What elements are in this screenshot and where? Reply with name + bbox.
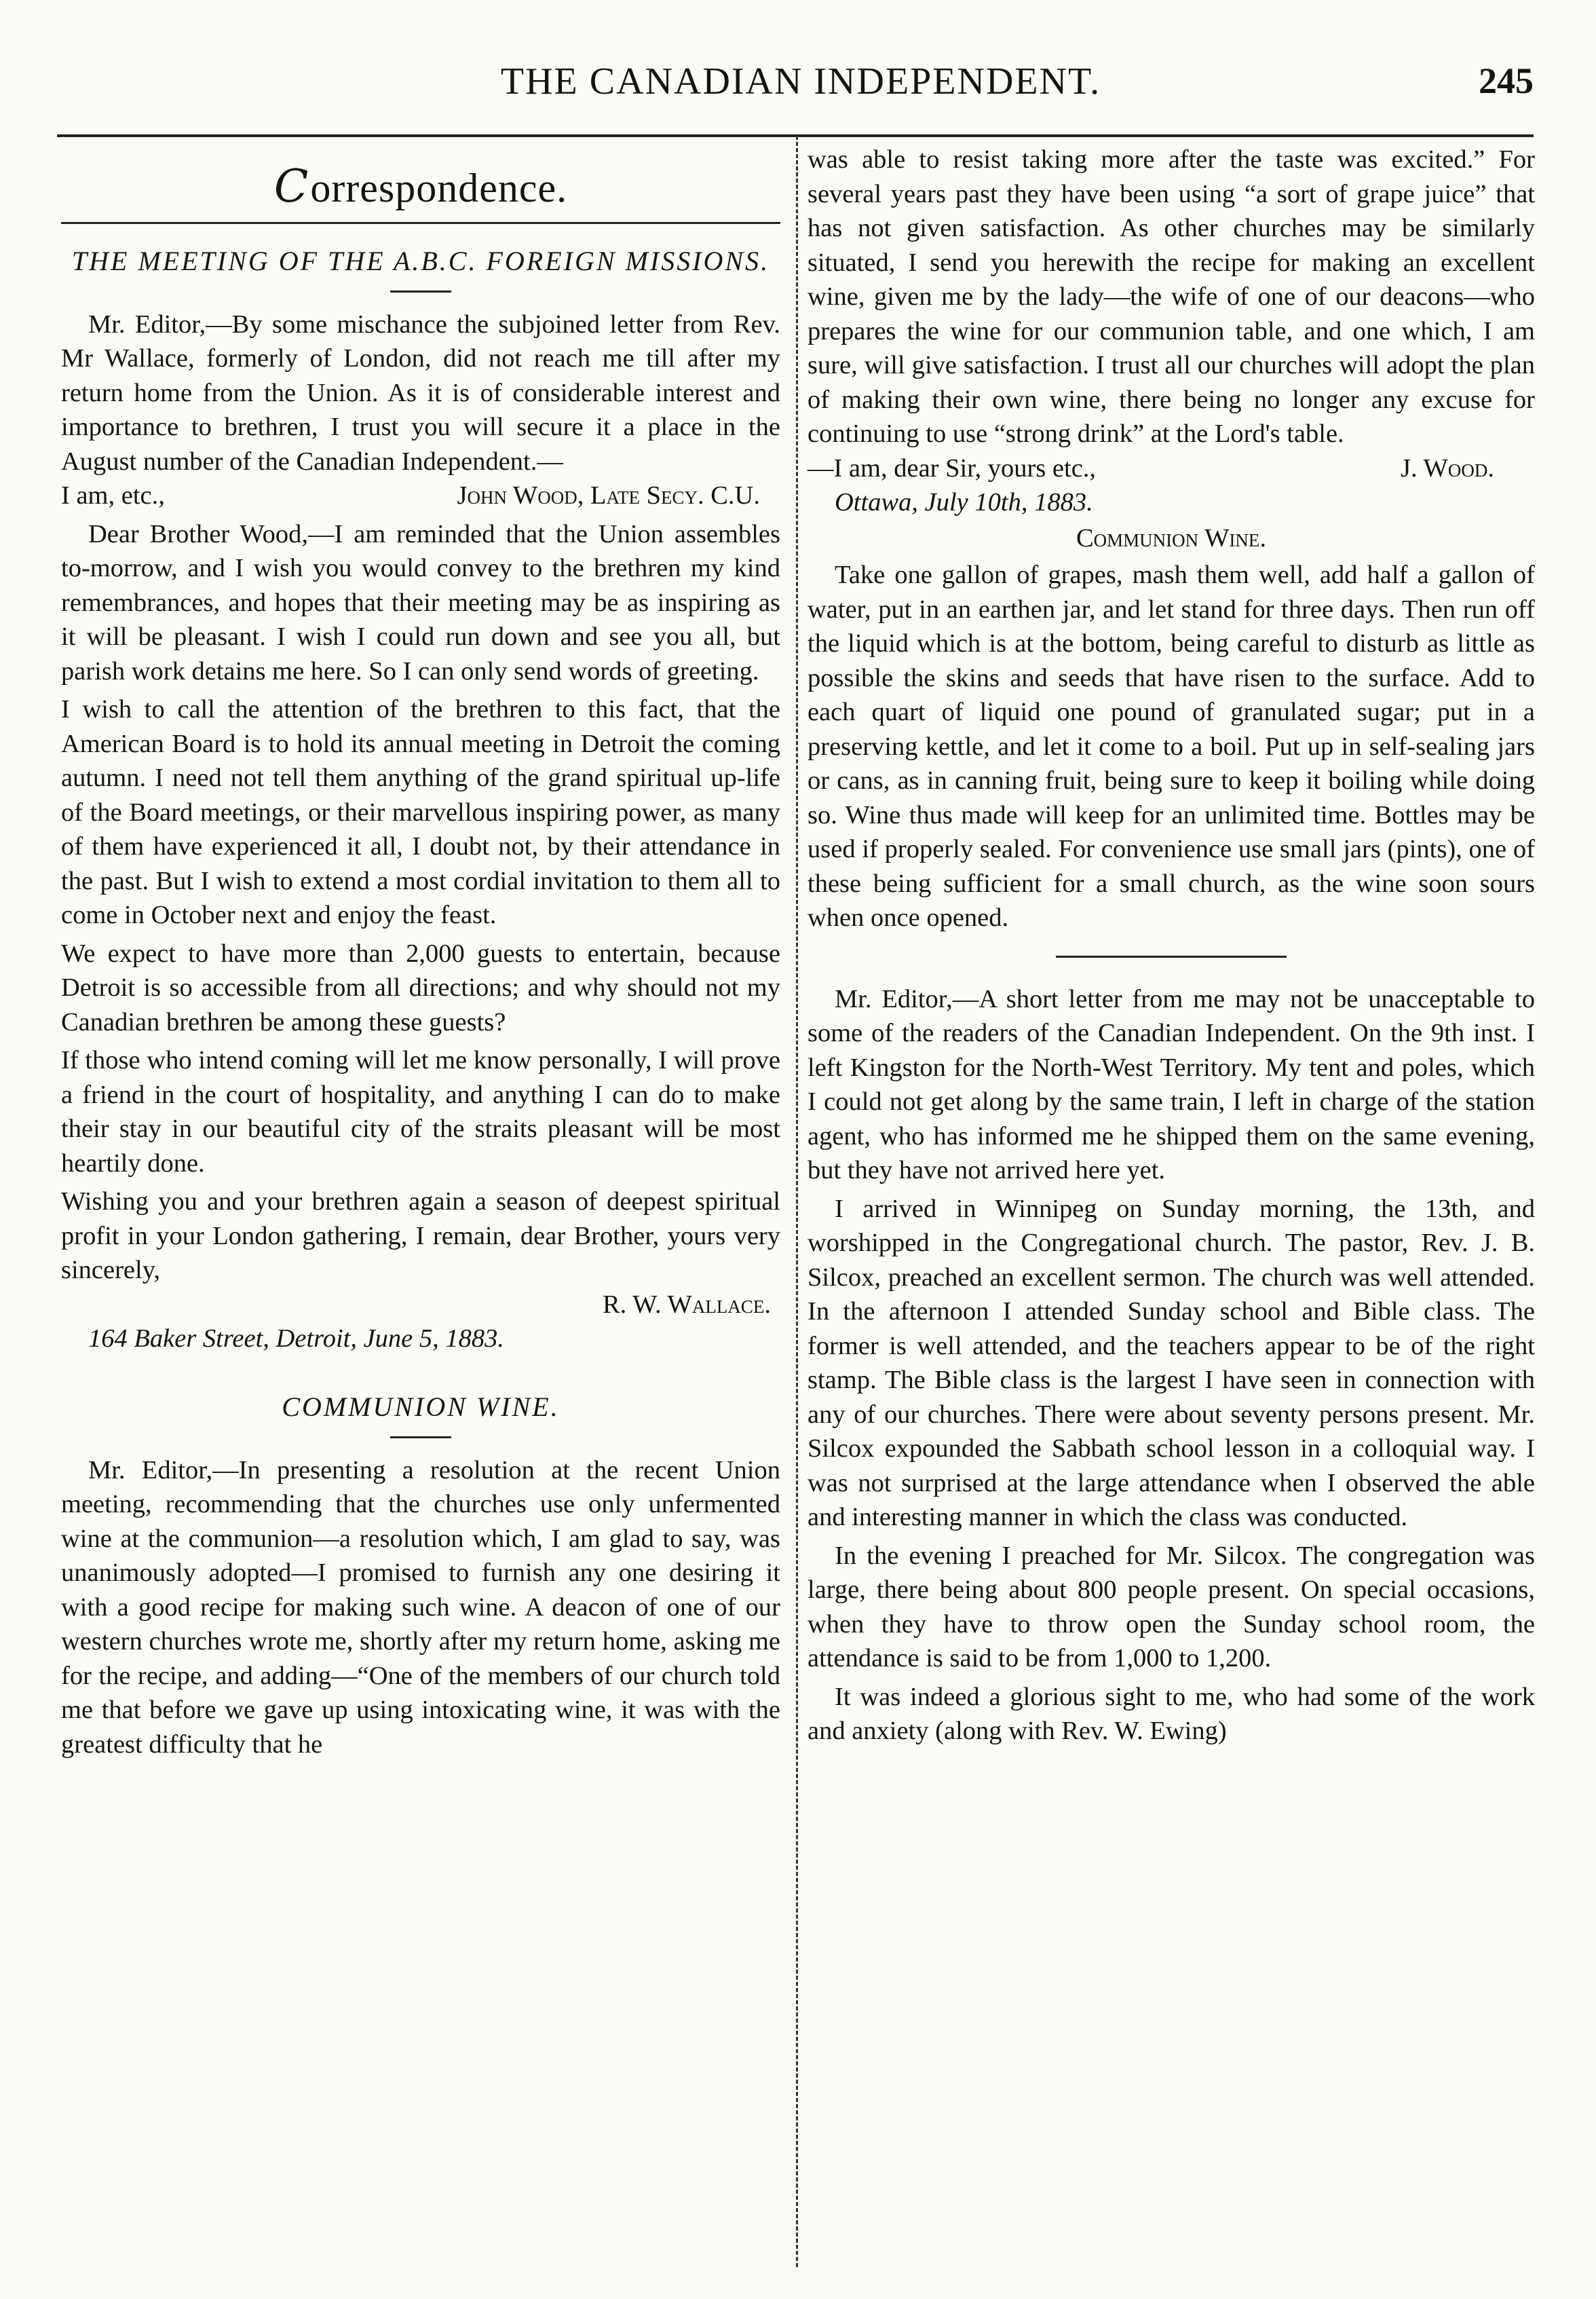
page-number: 245 — [1479, 60, 1534, 101]
section-title — [61, 160, 780, 212]
article-paragraph: Mr. Editor,—In presenting a resolution at the recent Union meeting, recommending that the churches use only unfermented wine at the communion—a resolution which, I am glad to say, was unanimously adopted—I promised to furnish any one desiring it with a good recipe for making such wine. A deacon of one of our western churches wrote me, shortly after my return home, asking me for the recipe, and adding—“One of the members of our church told me that before we gave up using intoxicating wine, it was with the greatest difficulty that he — [61, 1455, 780, 1759]
section-title-text: orrespondence. — [310, 166, 568, 210]
section-rule — [61, 222, 780, 224]
header-rule — [57, 134, 1534, 137]
article-paragraph: was able to resist taking more after the taste was excited.” For several years past they have been using “a sort of grape juice” that has not given satisfaction. As other churches may be similarly situated, I send you herewith the recipe for making an excellent wine, given me by the lady—the wife of one of our deacons—who prepares the wine for our communion table, and one which, I am sure, will give satisfaction. I trust all our churches will adopt the plan of making their own wine, there being no longer any excuse for continuing to use “strong drink” at the Lord's table. — [808, 145, 1535, 448]
recipe-title: Communion Wine. — [1076, 523, 1267, 553]
section-rule — [1056, 956, 1287, 958]
letter-paragraph: In the evening I preached for Mr. Silcox. The congregation was large, there being about 800 people present. On special occasions, when they have to throw open the Sunday school room, the attendance is said to be from 1,000 to 1,200. — [808, 1541, 1535, 1672]
signoff-right: J. Wood. — [1401, 453, 1494, 483]
letter-paragraph: Dear Brother Wood,—I am reminded that the Union assembles to-morrow, and I wish you would convey to the brethren my kind remembrances, and hopes that their meeting may be as inspiring as it will be pleasant. I wish I could run down and see you all, but parish work detains me here. So I can only send words of greeting. — [61, 519, 780, 686]
signoff-left: I am, etc., — [61, 481, 165, 510]
dateline: Ottawa, July 10th, 1883. — [835, 488, 1093, 517]
column-divider — [796, 136, 798, 2267]
section-dropcap: C — [273, 160, 309, 212]
letter-paragraph: We expect to have more than 2,000 guests to entertain, because Detroit is so accessible from all directions; and why should not my Canadian brethren be among these guests? — [61, 939, 780, 1036]
left-column — [61, 143, 780, 1761]
signature: R. W. Wallace. — [602, 1290, 771, 1319]
letter-paragraph: I arrived in Winnipeg on Sunday morning, the 13th, and worshipped in the Congregational church. The pastor, Rev. J. B. Silcox, preached an excellent sermon. The church was well attended. In the afternoon I attended Sunday school and Bible class. The former is well attended, and the teachers appear to be of the right stamp. The Bible class is the largest I have seen in connection with any of our churches. There were about seventy persons present. Mr. Silcox expounded the Sabbath school lesson in a colloquial way. I was not surprised at the large attendance when I observed the able and interesting manner in which the class was conducted. — [808, 1194, 1535, 1531]
dateline: 164 Baker Street, Detroit, June 5, 1883. — [88, 1324, 505, 1353]
letter-paragraph: I wish to call the attention of the brethren to this fact, that the American Board is to hold its annual meeting in Detroit the coming autumn. I need not tell them anything of the grand spiritual up-life of the Board meetings, or their marvellous inspiring power, as many of them have experienced it all, I doubt not, by their attendance in the past. But I wish to extend a most cordial invitation to them all to come in October next and enjoy the feast. — [61, 695, 780, 929]
signoff-line — [808, 451, 1535, 486]
publication-title: THE CANADIAN INDEPENDENT. — [500, 60, 1101, 102]
right-column — [808, 143, 1535, 1749]
letter-paragraph: It was indeed a glorious sight to me, who had some of the work and anxiety (along with Rev. W. Ewing) — [808, 1682, 1535, 1745]
letter-paragraph: If those who intend coming will let me know personally, I will prove a friend in the court of hospitality, and anything I can do to make their stay in our beautiful city of the straits pleasant will be most heartily done. — [61, 1046, 780, 1178]
article-paragraph: Mr. Editor,—By some mischance the subjoined letter from Rev. Mr Wallace, formerly of London, did not reach me till after my return home from the Union. As it is of considerable interest and importance to brethren, I trust you will secure it a place in the August number of the Canadian Independent.— — [61, 310, 780, 476]
heading-rule — [390, 291, 451, 293]
article-heading-wine: COMMUNION WINE. — [282, 1391, 560, 1422]
letter-paragraph: Mr. Editor,—A short letter from me may not be unacceptable to some of the readers of the Canadian Independent. On the 9th inst. I left Kingston for the North-West Territory. My tent and poles, which I could not get along by the same train, I left in charge of the station agent, who has informed me he shipped them on the same evening, but they have not arrived here yet. — [808, 984, 1535, 1184]
page-header — [54, 60, 1547, 107]
recipe-paragraph: Take one gallon of grapes, mash them well, add half a gallon of water, put in an earthen jar, and let stand for three days. Then run off the liquid which is at the bottom, being careful to disturb as little as possible the skins and seeds that have risen to the surface. Add to each quart of liquid one pound of granulated sugar; put in a preserving kettle, and let it come to a boil. Put up in self-sealing jars or cans, as in canning fruit, being sure to keep it boiling while doing so. Wine thus made will keep for an unlimited time. Bottles may be used if properly sealed. For convenience use small jars (pints), one of these being sufficient for a small church, as the wine soon sours when once opened. — [808, 561, 1535, 932]
heading-rule — [390, 1436, 451, 1438]
signoff-left: —I am, dear Sir, yours etc., — [808, 453, 1097, 483]
article-heading-missions: THE MEETING OF THE A.B.C. FOREIGN MISSIONS. — [71, 245, 770, 276]
signoff-line — [61, 479, 780, 513]
signoff-right: John Wood, Late Secy. C.U. — [457, 481, 760, 510]
letter-paragraph: Wishing you and your brethren again a season of deepest spiritual profit in your London gathering, I remain, dear Brother, yours very sincerely, — [61, 1187, 780, 1284]
